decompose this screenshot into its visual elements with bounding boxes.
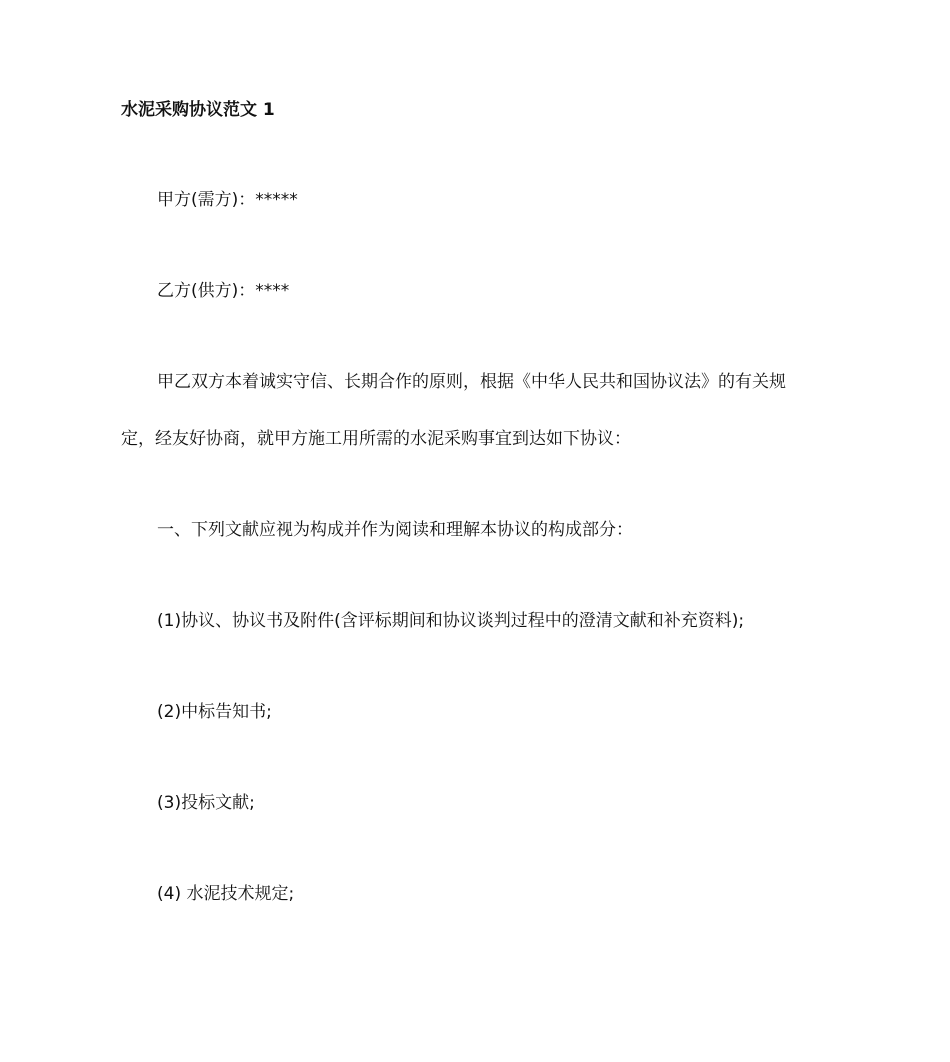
- list-item: (1)协议、协议书及附件(含评标期间和协议谈判过程中的澄清文献和补充资料);: [157, 611, 745, 631]
- party-b-line: 乙方(供方)：****: [157, 281, 290, 301]
- section-1-heading: 一、下列文献应视为构成并作为阅读和理解本协议的构成部分：: [157, 520, 633, 540]
- list-item: (4) 水泥技术规定;: [157, 884, 295, 904]
- document-title: 水泥采购协议范文 1: [121, 100, 275, 120]
- list-item: (2)中标告知书;: [157, 702, 272, 722]
- list-item: (3)投标文献;: [157, 793, 255, 813]
- party-a-line: 甲方(需方)：*****: [157, 190, 298, 210]
- intro-paragraph-line-2: 定，经友好协商，就甲方施工用所需的水泥采购事宜到达如下协议：: [121, 429, 631, 449]
- intro-paragraph-line-1: 甲乙双方本着诚实守信、长期合作的原则，根据《中华人民共和国协议法》的有关规: [157, 372, 786, 392]
